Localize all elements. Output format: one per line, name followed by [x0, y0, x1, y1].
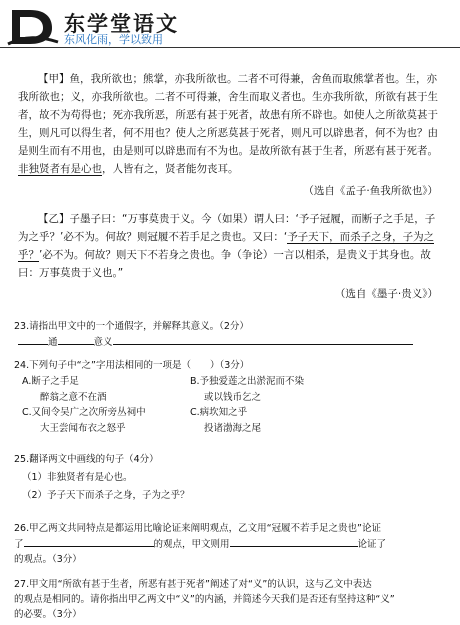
answer-blank[interactable] — [24, 536, 154, 547]
answer-blank[interactable] — [18, 334, 48, 345]
option-line: B.予独爱莲之出淤泥而不染 — [190, 376, 305, 387]
passage-b-text: 为之乎？’必不为。何故？则冠履不若手足之贵也。又曰：‘ — [18, 231, 288, 243]
fill-label: 的观点，甲文则用 — [153, 539, 230, 550]
sentence-2: （2）予子天下而杀子之身，子为之乎？ — [22, 490, 190, 501]
question-26 — [14, 521, 446, 567]
passage-a-line: 者，故不为苟得也；死亦我所恶，所恶有甚于死者，故患有所不辟也。如使人之所欲莫甚于 — [18, 109, 438, 121]
source-citation-a: （选自《孟子·鱼我所欲也》） — [303, 185, 438, 197]
passage-b-line — [18, 246, 446, 264]
brand-logo-icon — [6, 6, 60, 46]
passage-b — [18, 210, 446, 282]
option-line: 或以钱币乞之 — [204, 392, 262, 403]
passage-a-line: 生，则凡可以得生者，何不用也？使人之所恶莫甚于死者，则凡可以辟患者，何不为也？由 — [18, 127, 438, 139]
question-text: 的观点。（3分） — [14, 554, 82, 565]
source-citation-b: （选自《墨子·贵义》） — [334, 288, 438, 300]
option-b[interactable] — [190, 374, 304, 405]
question-27 — [14, 577, 446, 622]
fill-label: 了 — [14, 539, 24, 550]
option-d[interactable] — [190, 405, 261, 436]
question-25 — [14, 452, 446, 503]
question-24 — [14, 358, 446, 373]
sentence-1: （1）非独贤者有是心也。 — [22, 472, 133, 483]
fill-label: 通 — [48, 337, 58, 348]
option-line: C.又间令吴广之次所旁丛祠中 — [22, 407, 146, 418]
passage-b-line: 【乙】子墨子曰：“万事莫贵于义。今（如果）谓人曰：‘予子冠履，而断子之手足，子 — [38, 213, 436, 225]
passage-a-tail: ，人皆有之，贤者能勿丧耳。 — [102, 163, 239, 175]
question-text: 23.请指出甲文中的一个通假字，并解释其意义。（2分） — [14, 321, 249, 332]
fill-label: 论证了 — [357, 539, 387, 550]
option-line: C.病坎知之乎 — [190, 407, 248, 418]
option-line: 醉翁之意不在酒 — [40, 392, 107, 403]
question-text: 25.翻译两文中画线的句子（4分） — [14, 454, 159, 465]
option-line: 大王尝闻布衣之怒乎 — [40, 423, 126, 434]
option-line: 投诸渤海之尾 — [204, 423, 262, 434]
option-line: A.断子之手足 — [22, 376, 79, 387]
brand-title: 东学堂语文 — [64, 11, 179, 36]
answer-blank[interactable] — [113, 334, 413, 345]
question-23 — [14, 319, 446, 350]
answer-line — [14, 334, 446, 350]
option-c[interactable] — [22, 405, 146, 436]
fill-label: 意义 — [93, 337, 113, 348]
answer-blank[interactable] — [58, 334, 94, 345]
answer-blank[interactable] — [230, 536, 358, 547]
answer-line — [14, 536, 446, 552]
passage-b-line — [18, 228, 446, 246]
question-text: 24.下列句子中“之”字用法相同的一项是（ ）（3分） — [14, 360, 250, 371]
header — [0, 0, 460, 52]
underlined-sentence: 乎？ — [18, 249, 39, 261]
question-text: 26.甲乙两文共同特点是都运用比喻论证来阐明观点，乙文用“冠履不若手足之贵也”论证 — [14, 523, 381, 534]
question-text: 的必要。（3分） — [14, 609, 82, 620]
passage-b-text: ’必不为。何故？则天下不若身之贵也。争（争论）一言以相杀，是贵义于其身也。故 — [39, 249, 431, 261]
underlined-sentence: 予子天下，而杀子之身，子为之 — [287, 231, 435, 243]
passage-a — [18, 70, 446, 178]
question-text: 的观点是相同的。请你指出甲乙两文中“义”的内涵，并简述今天我们是否还有坚持这种“义” — [14, 594, 395, 605]
passage-a-line: 我所欲也；义，亦我所欲也。二者不可得兼，舍生而取义者也。生亦我所欲，所欲有甚于生 — [18, 91, 438, 103]
passage-a-line: 是则生而有不用也，由是则可以辟患而有不为也。是故所欲有甚于生者，所恶有甚于死者。 — [18, 145, 438, 157]
option-a[interactable] — [22, 374, 107, 405]
passage-b-line: 曰：万事莫贵于义也。” — [18, 267, 124, 279]
passage-a-line: 【甲】鱼，我所欲也；熊掌，亦我所欲也。二者不可得兼，舍鱼而取熊掌者也。生，亦 — [38, 73, 437, 85]
header-divider — [0, 47, 460, 48]
underlined-sentence: 非独贤者有是心也 — [18, 163, 102, 175]
brand-slogan: 东风化雨，学以致用 — [64, 33, 163, 46]
passage-a-last-line — [18, 160, 446, 178]
question-text: 27.甲文用“所欲有甚于生者，所恶有甚于死者”阐述了对“义”的认识，这与乙文中表达 — [14, 579, 372, 590]
